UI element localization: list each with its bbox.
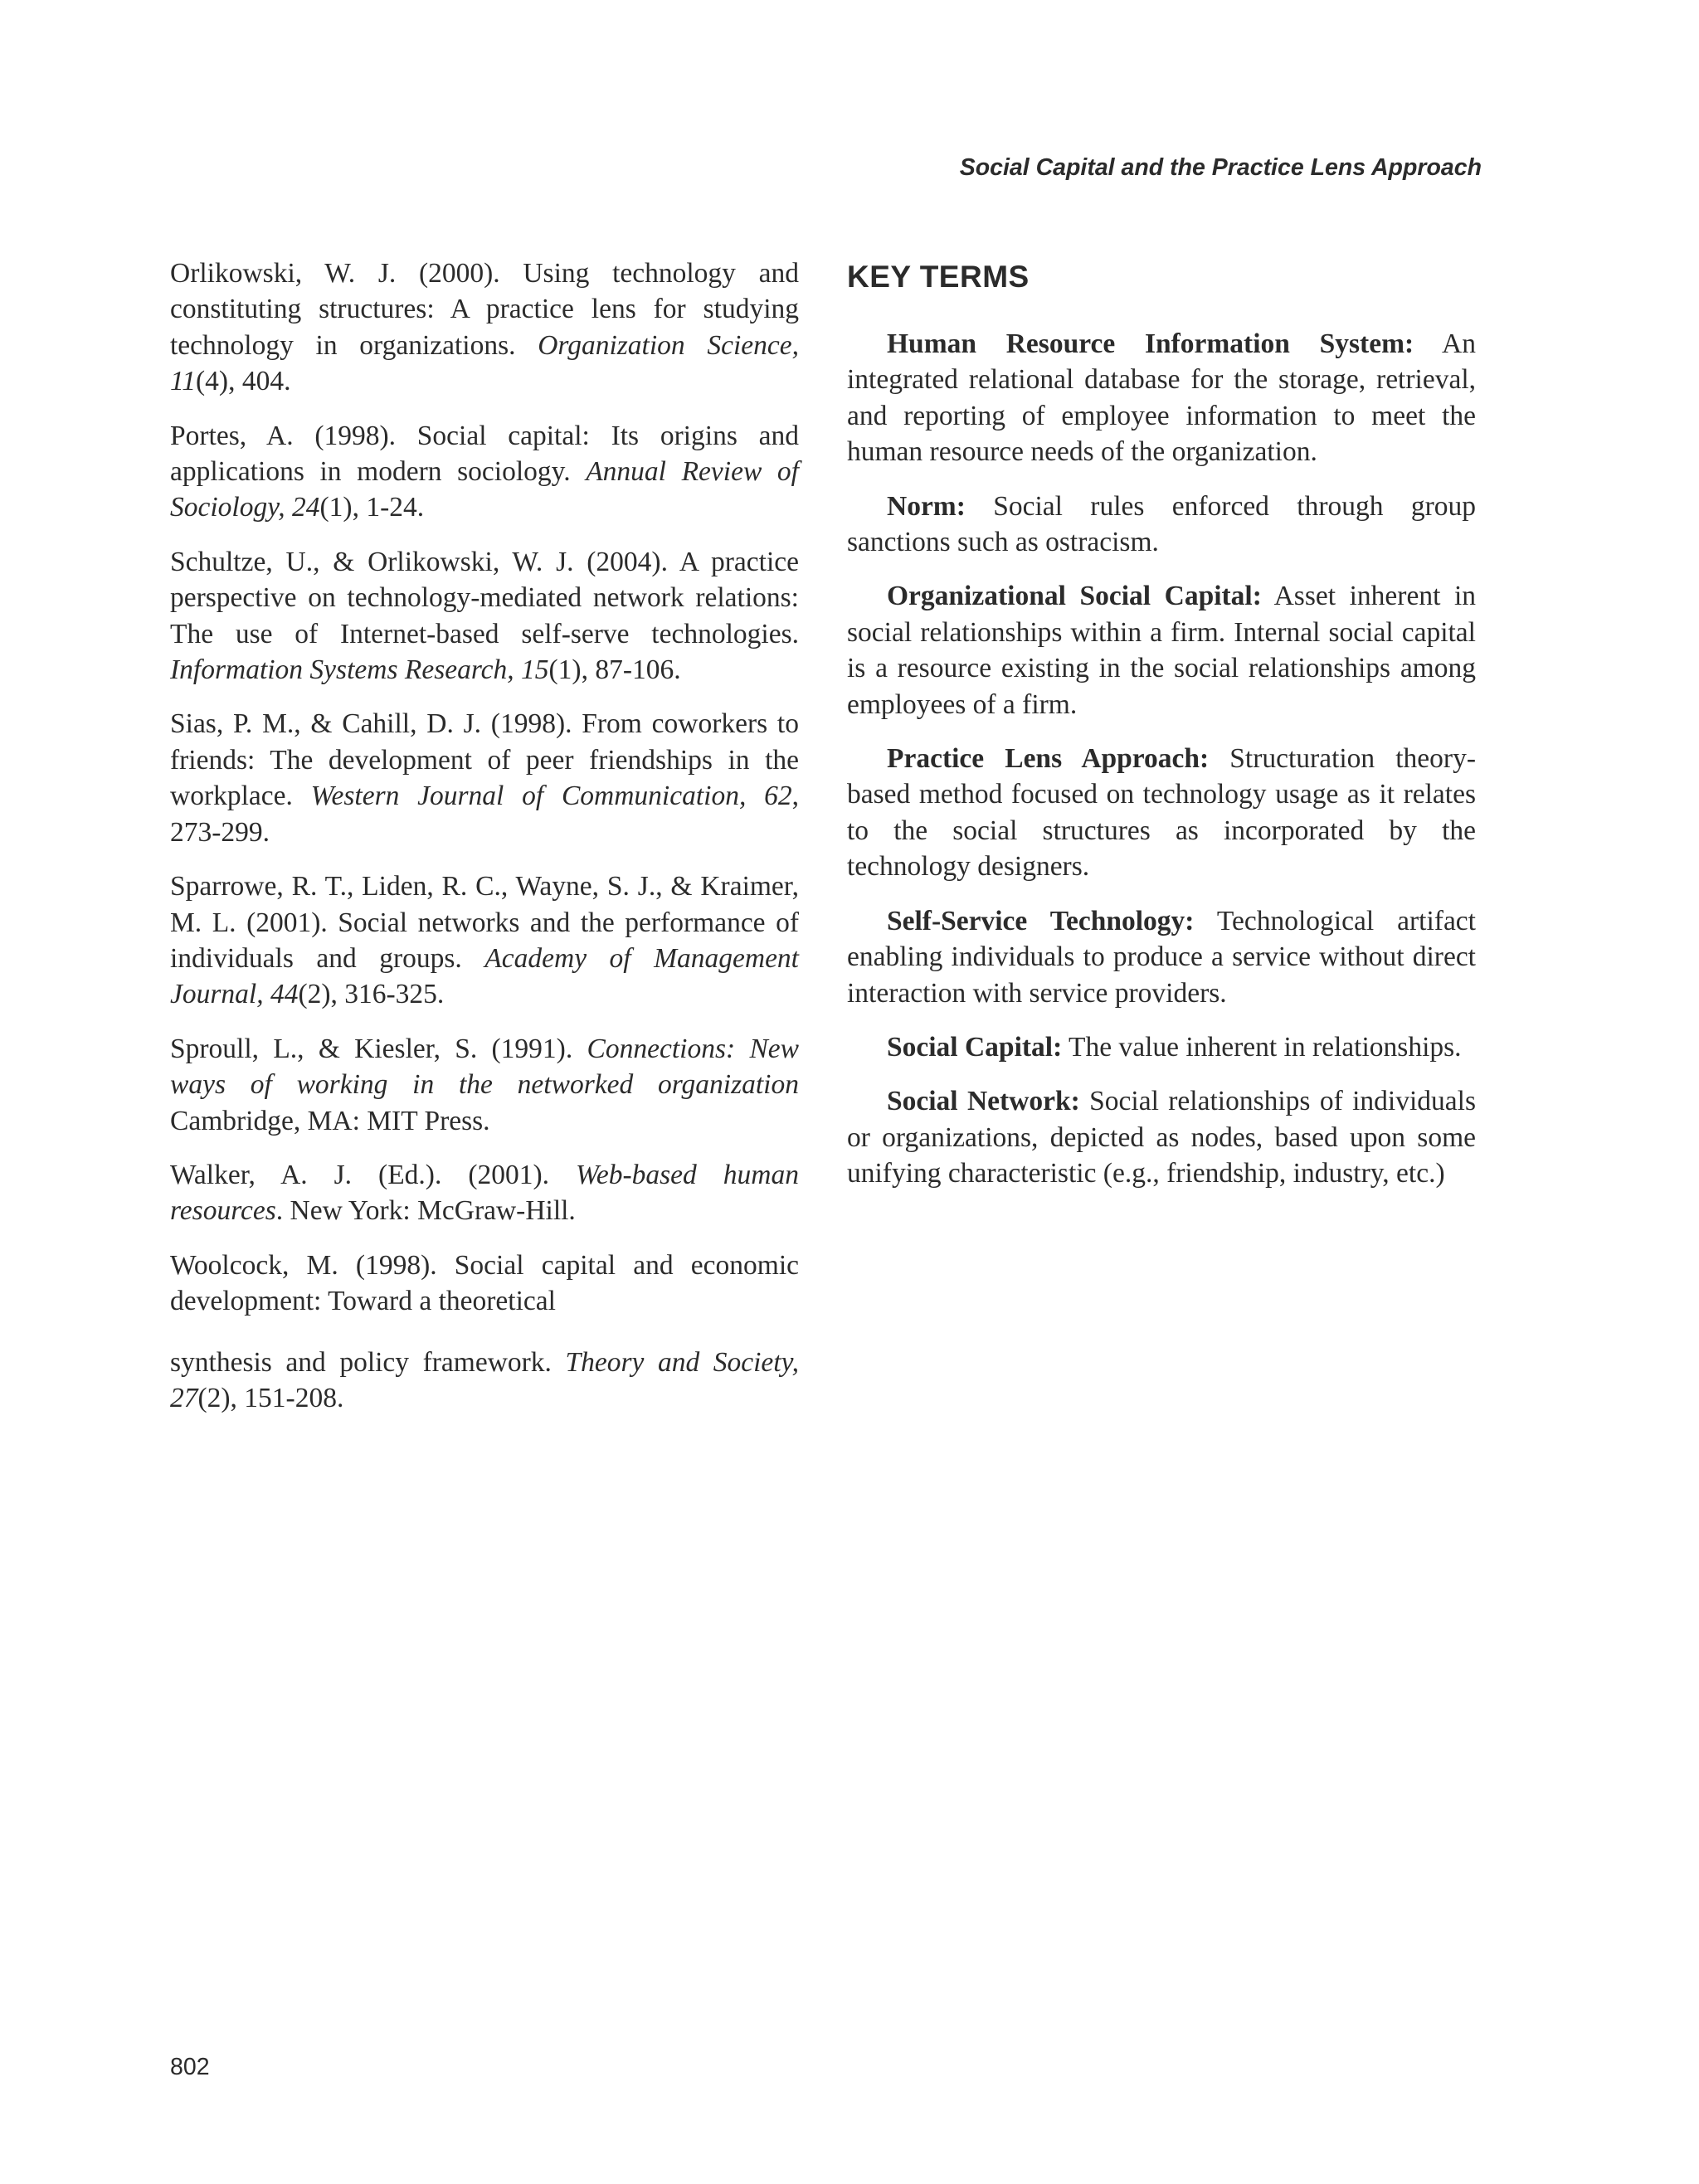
references-column (170, 255, 799, 1434)
key-term-entry: Human Resource Information System: An integrated relational database for the storage, retrieval, and reporting of employee information to meet the human resource needs of the organization. (847, 328, 1476, 468)
key-term-entry: Self-Service Technology: Technological artifact enabling individuals to produce a service without direct interaction with service providers. (847, 905, 1476, 1009)
key-term-entry: Norm: Social rules enforced through group sanctions such as ostracism. (847, 490, 1476, 558)
reference-continuation: synthesis and policy framework. Theory and Society, 27(2), 151-208. (170, 1346, 800, 1413)
reference-entry: Orlikowski, W. J. (2000). Using technology and constituting structures: A practice lens for studying technology in organizations. Organization Science, 11(4), 404. (170, 258, 799, 397)
key-terms-column (847, 255, 1476, 1210)
running-head: Social Capital and the Practice Lens Approach (959, 154, 1482, 181)
key-term-entry: Social Capital: The value inherent in relationships. (887, 1031, 1462, 1063)
reference-entry: Sparrowe, R. T., Liden, R. C., Wayne, S. J., & Kraimer, M. L. (2001). Social networks and the performance of individuals and groups. Academy of Management Journal, 44(2), 316-325. (170, 871, 799, 1010)
reference-entry: Schultze, U., & Orlikowski, W. J. (2004). A practice perspective on technology-mediated network relations: The use of Internet-based self-serve technologies. Information Systems Research, 15(1), 87-106. (170, 546, 799, 686)
reference-entry: Sproull, L., & Kiesler, S. (1991). Connections: New ways of working in the networked organization Cambridge, MA: MIT Press. (170, 1033, 800, 1136)
reference-entry: Woolcock, M. (1998). Social capital and economic development: Toward a theoretical (170, 1249, 799, 1317)
key-term-entry: Social Network: Social relationships of individuals or organizations, depicted as nodes, based upon some unifying characteristic (e.g., friendship, industry, etc.) (847, 1086, 1476, 1189)
reference-entry: Portes, A. (1998). Social capital: Its origins and applications in modern sociology. Annual Review of Sociology, 24(1), 1-24. (170, 420, 799, 523)
key-term-entry: Practice Lens Approach: Structuration theory-based method focused on technology usage as it relates to the social structures as incorporated by the technology designers. (847, 743, 1476, 883)
reference-entry: Sias, P. M., & Cahill, D. J. (1998). From coworkers to friends: The development of peer friendships in the workplace. Western Journal of Communication, 62, 273-299. (170, 708, 799, 848)
key-terms-heading: KEY TERMS (847, 260, 1030, 294)
key-term-entry: Organizational Social Capital: Asset inherent in social relationships within a firm. Internal social capital is a resource existing in the social relationships among employees of a firm. (847, 581, 1476, 720)
page-number: 802 (170, 2054, 210, 2080)
reference-entry: Walker, A. J. (Ed.). (2001). Web-based human resources. New York: McGraw-Hill. (170, 1159, 799, 1227)
